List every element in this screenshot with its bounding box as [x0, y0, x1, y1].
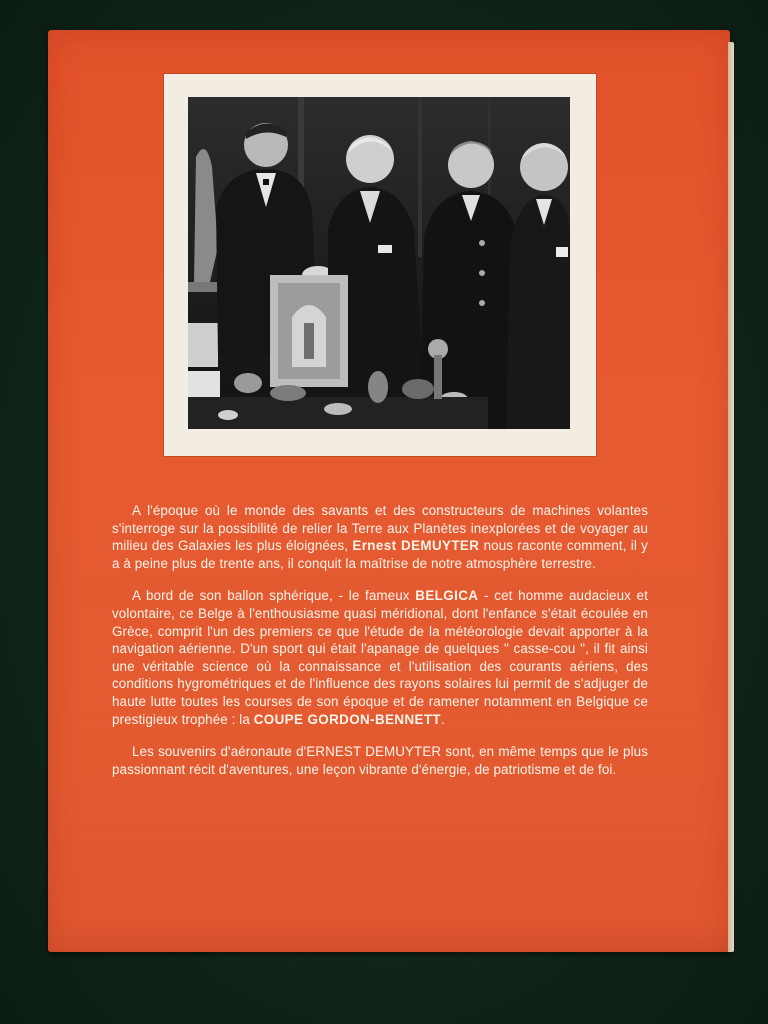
balloon-name: BELGICA	[415, 588, 479, 604]
book-back-cover	[48, 30, 730, 952]
paragraph-2: A bord de son ballon sphérique, - le fameux BELGICA - cet homme audacieux et volontaire, ce Belge à l'enthousiasme quasi méridional, dont l'enfance s'était écoulée en Grèce, comprit l'un des premiers ce que l'étude de la météorologie devait apporter à la navigation aérienne. D'un sport qui était l'apanage de quelques " casse-cou ", il fit ainsi une véritable science où la connaissance et l'utilisation des courants aériens, des conditions hygrométriques et de l'influence des rayons solaires lui permit de s'adjuger de haute lutte toutes les courses de son époque et de ramener notamment en Belgique ce prestigieux trophée : la COUPE GORDON-BENNETT.	[112, 588, 648, 727]
photo-frame	[164, 74, 596, 456]
author-name: Ernest DEMUYTER	[352, 538, 480, 554]
back-cover-text	[112, 502, 648, 793]
paragraph-1: A l'époque où le monde des savants et des constructeurs de machines volantes s'interroge sur la possibilité de relier la Terre aux Planètes inexplorées et de voyager au milieu des Galaxies les plus éloignées, Ernest DEMUYTER nous raconte comment, il y a à peine plus de trente ans, il conquit la maîtrise de notre atmosphère terrestre.	[112, 503, 648, 571]
photograph-men-trophy	[188, 97, 570, 429]
paragraph-3: Les souvenirs d'aéronaute d'ERNEST DEMUYTER sont, en même temps que le plus passionnant récit d'aventures, une leçon vibrante d'énergie, de patriotisme et de foi.	[112, 744, 648, 777]
trophy-name: COUPE GORDON-BENNETT	[253, 711, 442, 727]
